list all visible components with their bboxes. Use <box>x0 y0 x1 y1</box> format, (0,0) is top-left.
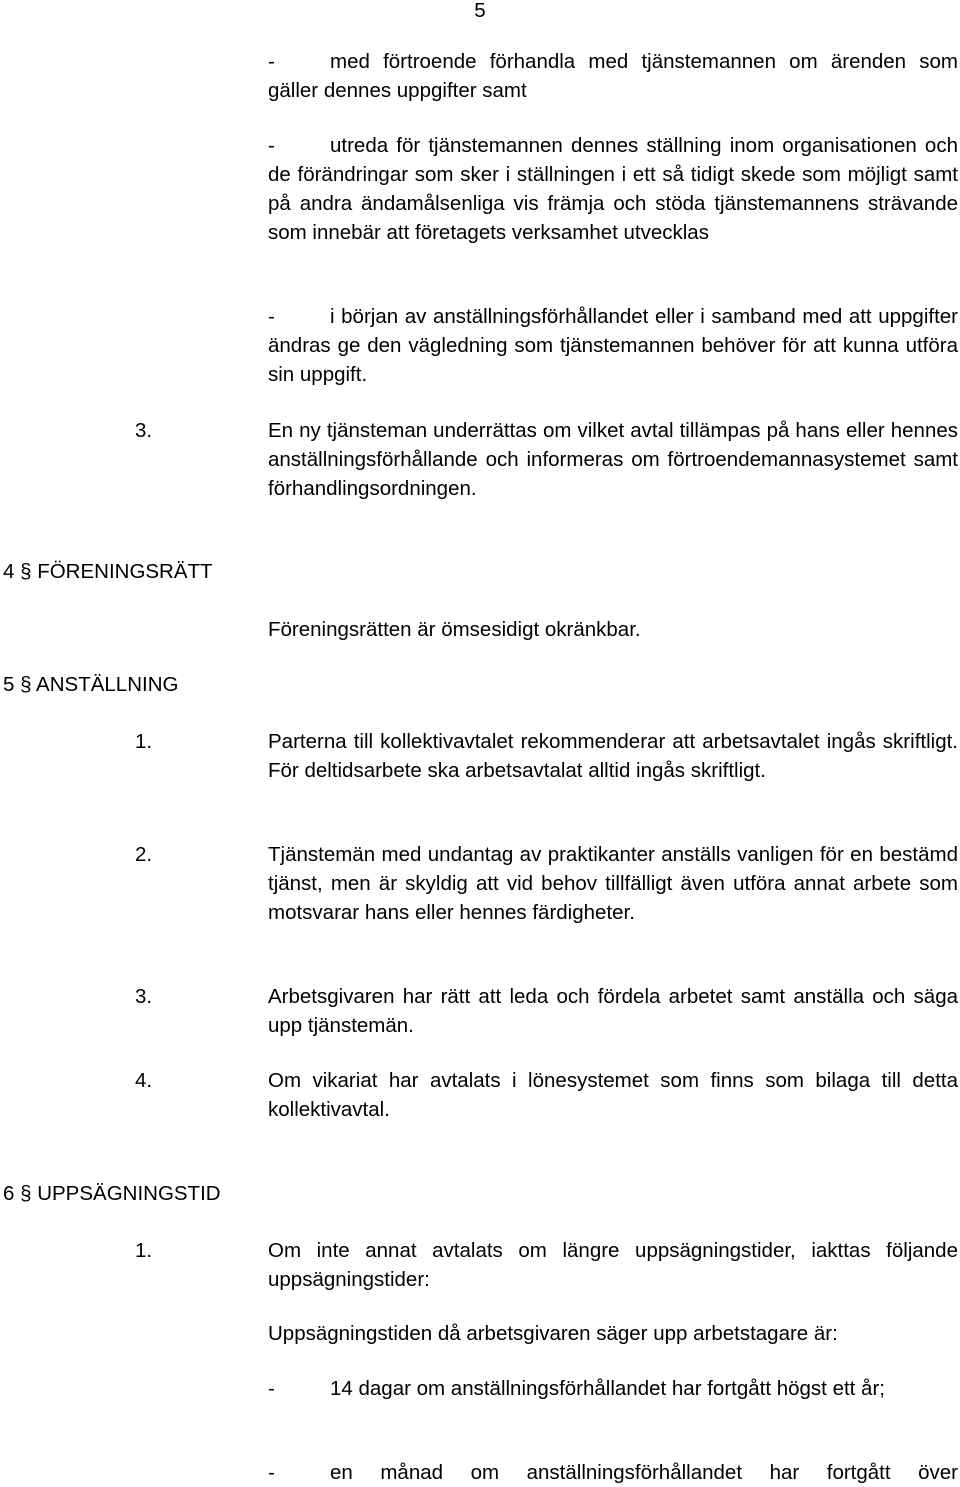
list-item <box>268 1458 958 1487</box>
item-number: 3. <box>135 419 153 442</box>
item-text: Parterna till kollektivavtalet rekommenderar att arbetsavtalet ingås skriftligt. För deltidsarbete ska arbetsavtalat alltid ingås skriftligt. <box>268 730 958 782</box>
list-item-text: en månad om anställningsförhållandet har fortgått över <box>330 1461 958 1484</box>
dash-marker: - <box>268 305 275 328</box>
list-item <box>268 131 958 247</box>
section-heading-anstallning: 5 § ANSTÄLLNING <box>3 673 179 696</box>
list-item-text: i början av anställningsförhållandet eller i samband med att uppgifter ändras ge den vägledning som tjänstemannen behöver för att kunna utföra sin uppgift. <box>268 305 958 386</box>
item-number: 2. <box>135 843 153 866</box>
page-number: 5 <box>474 0 486 22</box>
list-item <box>268 302 958 389</box>
dash-marker: - <box>268 1461 275 1484</box>
item-number: 1. <box>135 1239 153 1262</box>
item-text: Om vikariat har avtalats i lönesystemet som finns som bilaga till detta kollektivavtal. <box>268 1069 958 1121</box>
subheading: Uppsägningstiden då arbetsgivaren säger upp arbetstagare är: <box>268 1322 838 1345</box>
item-text: En ny tjänsteman underrättas om vilket avtal tillämpas på hans eller hennes anställningsförhållande och informeras om förtroendemannasystemet samt förhandlingsordningen. <box>268 419 958 500</box>
dash-marker: - <box>268 134 275 157</box>
item-number: 3. <box>135 985 153 1008</box>
item-text: Arbetsgivaren har rätt att leda och fördela arbetet samt anställa och säga upp tjänstemän. <box>268 985 958 1037</box>
numbered-item <box>135 416 958 503</box>
item-text: Om inte annat avtalats om längre uppsägningstider, iakttas följande uppsägningstider: <box>268 1239 958 1291</box>
numbered-item <box>135 727 958 785</box>
section-text: Föreningsrätten är ömsesidigt okränkbar. <box>268 618 641 641</box>
numbered-item <box>135 1066 958 1124</box>
numbered-item <box>135 840 958 927</box>
list-item-text: 14 dagar om anställningsförhållandet har fortgått högst ett år; <box>330 1377 885 1400</box>
list-item <box>268 1374 958 1403</box>
item-number: 1. <box>135 730 153 753</box>
list-item-text: med förtroende förhandla med tjänstemannen om ärenden som gäller dennes uppgifter samt <box>268 50 958 102</box>
section-heading-uppsagningstid: 6 § UPPSÄGNINGSTID <box>3 1182 221 1205</box>
dash-marker: - <box>268 1377 275 1400</box>
numbered-item <box>135 1236 958 1294</box>
numbered-item <box>135 982 958 1040</box>
list-item-text: utreda för tjänstemannen dennes ställning inom organisationen och de förändringar som sker i ställningen i ett så tidigt skede som möjligt samt på andra ändamålsenliga vis främja och stöda tjänstemannens strävande som innebär att företagets verksamhet utvecklas <box>268 134 958 244</box>
item-number: 4. <box>135 1069 153 1092</box>
list-item <box>268 47 958 105</box>
item-text: Tjänstemän med undantag av praktikanter anställs vanligen för en bestämd tjänst, men är skyldig att vid behov tillfälligt även utföra annat arbete som motsvarar hans eller hennes färdigheter. <box>268 843 958 924</box>
dash-marker: - <box>268 50 275 73</box>
section-heading-foreningsratt: 4 § FÖRENINGSRÄTT <box>3 560 213 583</box>
